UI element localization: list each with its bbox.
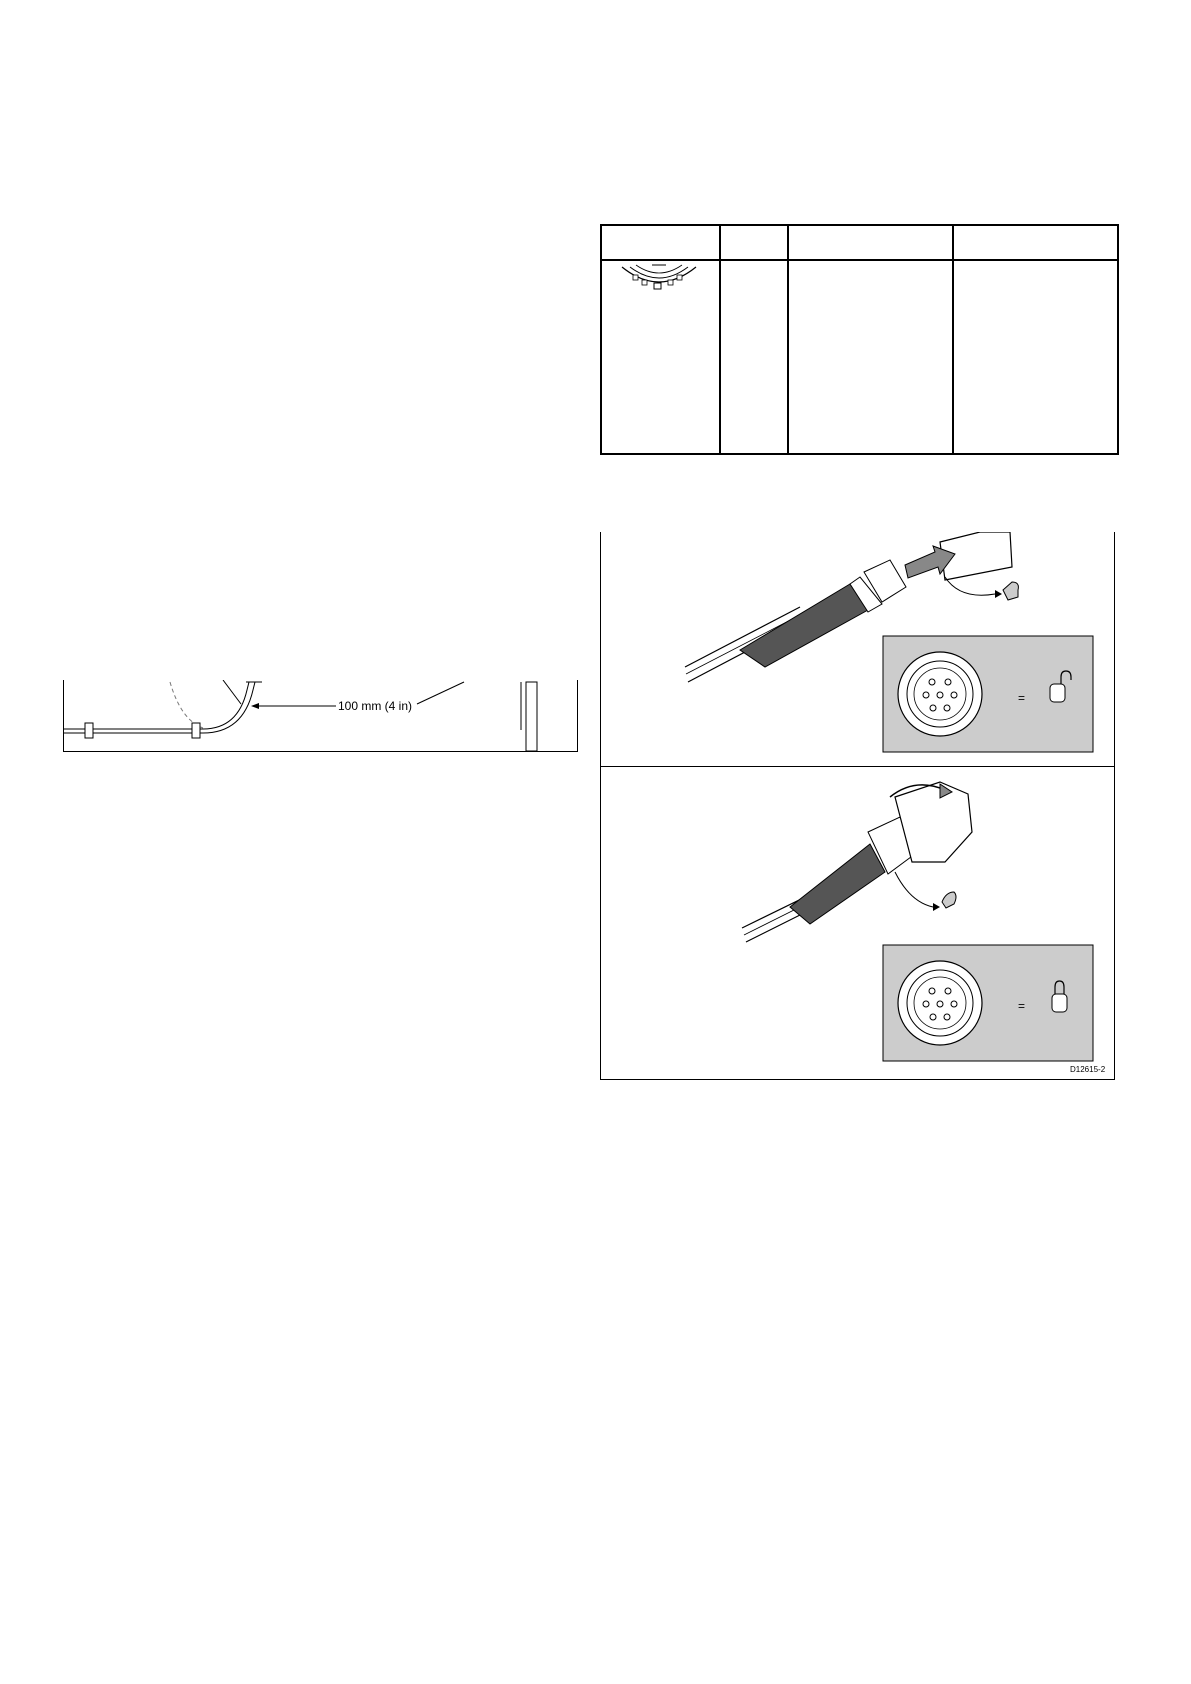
specification-table — [600, 224, 1119, 455]
table-cell — [788, 260, 953, 454]
connector-socket-icon — [602, 261, 717, 297]
table-cell — [953, 260, 1118, 454]
connector-locking-figure — [600, 532, 1115, 1080]
table-header-cell — [601, 225, 720, 260]
table-cell — [720, 260, 788, 454]
locked-state-inset — [883, 945, 1093, 1061]
unlocked-state-inset — [883, 636, 1093, 752]
table-header-cell — [788, 225, 953, 260]
table-header-cell — [720, 225, 788, 260]
drawing-reference: D12615-2 — [1070, 1065, 1106, 1074]
equals-sign: = — [1018, 691, 1026, 705]
table-header-row — [601, 225, 1118, 260]
cable-bend-radius-figure — [63, 680, 578, 752]
equals-sign: = — [1018, 999, 1026, 1013]
bend-radius-label: 100 mm (4 in) — [338, 699, 413, 713]
table-cell-connector-image — [601, 260, 720, 454]
table-row — [601, 260, 1118, 454]
table-header-cell — [953, 225, 1118, 260]
connector-lock-illustration — [742, 782, 972, 942]
